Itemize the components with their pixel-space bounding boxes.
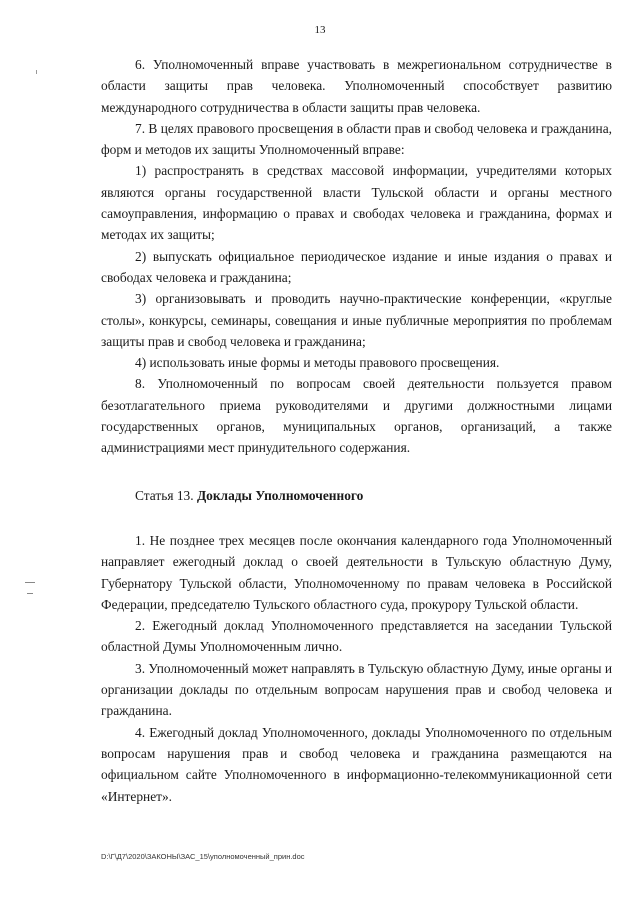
paragraph: 4) использовать иные формы и методы правового просвещения. [135,355,500,371]
paragraph: 4. Ежегодный доклад Уполномоченного, доклады Уполномоченного по отдельным вопросам нарушения прав и свобод человека и гражданина размещаются на официальном сайте Уполномоченного в информационно-телекоммуникационной сети «Интернет». [101,724,612,804]
paragraph: 2) выпускать официальное периодическое издание и иные издания о правах и свободах человека и гражданина; [101,248,612,285]
document-body [101,54,612,807]
scan-mark [27,593,33,594]
paragraph: 3) организовывать и проводить научно-практические конференции, «круглые столы», конкурсы, семинары, совещания и иные публичные мероприятия по проблемам защиты прав и свобод человека и гражданина; [101,291,612,349]
article-title: Доклады Уполномоченного [196,487,364,503]
paragraph: 1) распространять в средствах массовой информации, учредителями которых являются органы государственной власти Тульской области и органы местного самоуправления, информацию о правах и свободах человека и гражданина, формах и методах их защиты; [101,163,612,243]
paragraph: 1. Не позднее трех месяцев после окончания календарного года Уполномоченный направляет ежегодный доклад о своей деятельности в Тульскую областную Думу, Губернатору Тульской области, Уполномоченному по правам человека в Российской Федерации, председателю Тульского областного суда, прокурору Тульской области. [101,532,612,612]
page-number: 13 [314,24,326,36]
paragraph: 8. Уполномоченный по вопросам своей деятельности пользуется правом безотлагательного приема руководителями и другими должностными лицами государственных органов, муниципальных органов, организаций, а также администрациями мест принудительного содержания. [101,376,612,456]
paragraph: 7. В целях правового просвещения в области прав и свобод человека и гражданина, форм и методов их защиты Уполномоченный вправе: [101,120,612,158]
scan-mark [25,582,35,583]
paragraph: 2. Ежегодный доклад Уполномоченного представляется на заседании Тульской областной Думы Уполномоченным лично. [101,618,612,655]
article-heading [101,485,612,506]
paragraph: 6. Уполномоченный вправе участвовать в межрегиональном сотрудничестве в области защиты прав человека. Уполномоченный способствует развитию международного сотрудничества в области защиты прав человека. [101,57,612,115]
paragraph: 3. Уполномоченный может направлять в Тульскую областную Думу, иные органы и организации доклады по отдельным вопросам нарушения прав и свобод человека и гражданина. [101,660,612,719]
article-number: Статья 13. [135,487,194,503]
scan-mark [36,70,37,74]
footer-file-path: D:\Г\Д7\2020\ЗАКОНЫ\ЗАС_15\уполномоченный_прин.doc [101,852,305,861]
